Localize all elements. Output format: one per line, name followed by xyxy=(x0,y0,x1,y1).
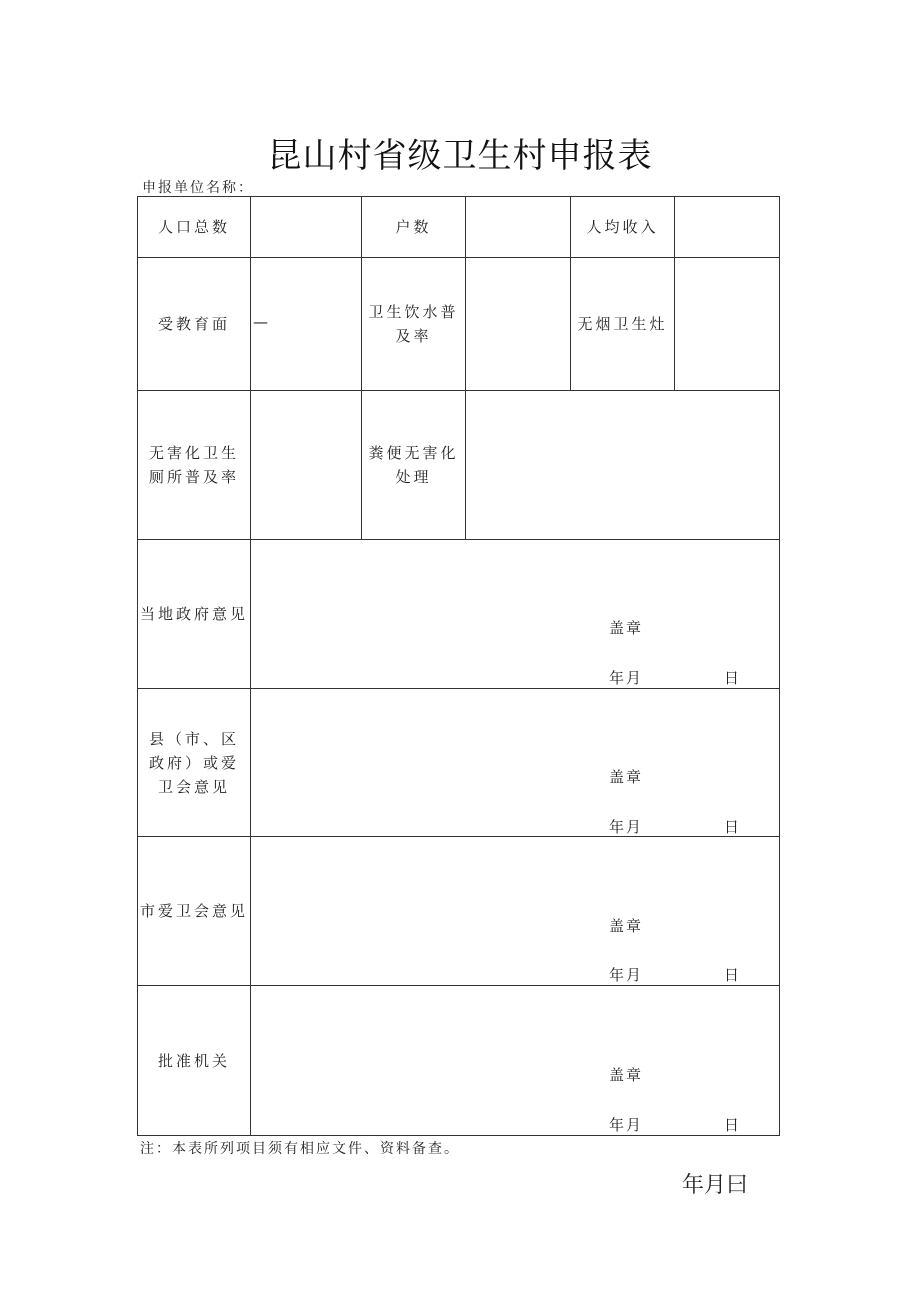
year-month-label: 年月 xyxy=(609,818,644,836)
population-label: 人口总数 xyxy=(157,218,230,236)
education-label: 受教育面 xyxy=(157,315,230,333)
seal-label: 盖章 xyxy=(609,619,644,637)
seal-label: 盖章 xyxy=(609,917,644,935)
water-value[interactable] xyxy=(466,258,570,390)
footer-date: 年月曰 xyxy=(682,1173,749,1198)
seal-label: 盖章 xyxy=(609,768,644,786)
households-value[interactable] xyxy=(466,197,570,257)
day-label: 日 xyxy=(724,818,742,836)
education-value[interactable]: — xyxy=(253,313,268,331)
day-label: 日 xyxy=(724,966,742,984)
toilet-label: 无害化卫生厕所普及率 xyxy=(148,444,239,486)
stove-label: 无烟卫生灶 xyxy=(577,315,668,333)
footnote: 注：本表所列项目须有相应文件、资料备查。 xyxy=(140,1141,460,1157)
county-opinion-label: 县（市、区政府）或爱卫会意见 xyxy=(148,729,239,796)
day-label: 日 xyxy=(724,669,742,687)
income-label: 人均收入 xyxy=(586,218,659,236)
year-month-label: 年月 xyxy=(609,966,644,984)
feces-value[interactable] xyxy=(466,391,779,539)
stove-value[interactable] xyxy=(675,258,779,390)
local-gov-opinion-label: 当地政府意见 xyxy=(139,605,248,623)
year-month-label: 年月 xyxy=(609,1116,644,1134)
city-opinion-label: 市爱卫会意见 xyxy=(139,902,248,920)
form-title: 昆山村省级卫生村申报表 xyxy=(267,136,653,176)
water-label: 卫生饮水普及率 xyxy=(368,303,459,345)
feces-label: 粪便无害化处理 xyxy=(368,444,459,486)
year-month-label: 年月 xyxy=(609,669,644,687)
population-value[interactable] xyxy=(251,197,361,257)
seal-label: 盖章 xyxy=(609,1066,644,1084)
households-label: 户数 xyxy=(395,218,432,236)
column-divider xyxy=(250,196,251,1136)
day-label: 日 xyxy=(724,1116,742,1134)
approval-authority-label: 批准机关 xyxy=(157,1051,230,1070)
toilet-value[interactable] xyxy=(251,391,361,539)
income-value[interactable] xyxy=(675,197,779,257)
unit-name-label: 申报单位名称： xyxy=(142,180,254,196)
